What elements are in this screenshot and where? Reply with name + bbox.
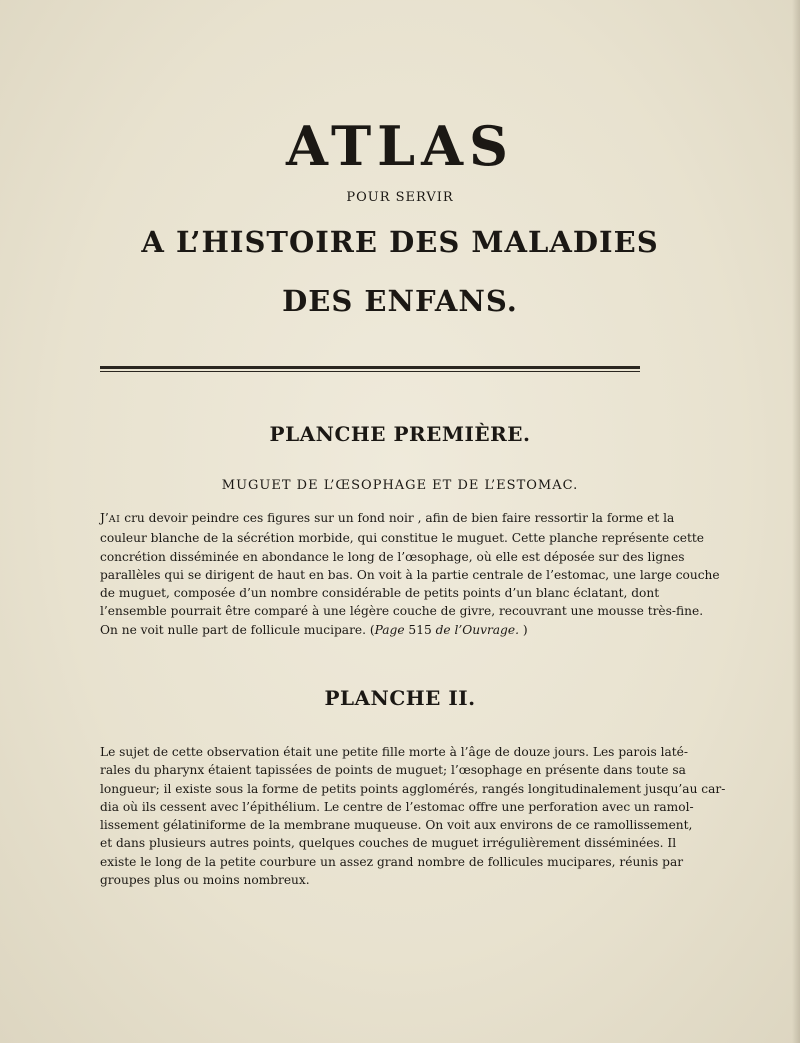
plate-2-heading: PLANCHE II. [324, 686, 476, 710]
page-reference-italic: Page [374, 622, 405, 637]
paragraph-line: parallèles qui se dirigent de haut en bas. On voit à la partie centrale de l’estomac, une large couche [100, 567, 720, 582]
closing-paren: ) [518, 622, 528, 637]
page-number: 515 [404, 622, 436, 637]
title-line-2: DES ENFANS. [282, 284, 518, 318]
line-text: cru devoir peindre ces figures sur un fond noir , afin de bien faire ressortir la forme et la [120, 511, 675, 525]
paragraph-line-reference [100, 621, 641, 639]
paragraph-line: Le sujet de cette observation était une petite fille morte à l’âge de douze jours. Les parois laté- [100, 745, 688, 759]
paragraph-line [100, 509, 675, 529]
title-atlas: ATLAS [286, 114, 514, 178]
plate-1-description [100, 509, 720, 639]
title-line-1: A L’HISTOIRE DES MALADIES [141, 225, 659, 259]
dropcap-smallcaps: AI [108, 514, 121, 525]
dropcap: J’ [100, 511, 109, 525]
divider-rule-thin [100, 371, 640, 372]
paragraph-line: l’ensemble pourrait être comparé à une légère couche de givre, recouvrant une mousse très-fine. [100, 604, 704, 619]
paragraph-line: groupes plus ou moins nombreux. [100, 873, 310, 888]
plate-1-subject: MUGUET DE L’ŒSOPHAGE ET DE L’ESTOMAC. [221, 478, 579, 493]
paragraph-line: de muguet, composée d’un nombre considérable de petits points d’un blanc éclatant, dont [100, 586, 660, 601]
paragraph-line: concrétion disséminée en abondance le long de l’œsophage, où elle est déposée sur des lignes [100, 549, 685, 564]
paragraph-line: lissement gélatiniforme de la membrane muqueuse. On voit aux environs de ce ramollissement, [100, 818, 693, 833]
paragraph-line: existe le long de la petite courbure un assez grand nombre de follicules mucipares, réunis par [100, 854, 684, 869]
plate-1-heading: PLANCHE PREMIÈRE. [269, 422, 531, 446]
paragraph-line: rales du pharynx étaient tapissées de points de muguet; l’œsophage en présente dans toute sa [100, 763, 686, 778]
line-text: On ne voit nulle part de follicule mucipare. ( [100, 622, 375, 637]
divider-rule-thick [100, 366, 640, 369]
paragraph-line: longueur; il existe sous la forme de petits points agglomérés, rangés longitudinalement jusqu’au car- [100, 781, 726, 796]
paragraph-line: couleur blanche de la sécrétion morbide, qui constitue le muguet. Cette planche représente cette [100, 531, 704, 546]
work-reference-italic: de l’Ouvrage. [435, 622, 519, 637]
plate-2-description [100, 743, 726, 889]
paragraph-line: dia où ils cessent avec l’épithélium. Le centre de l’estomac offre une perforation avec un ramol- [100, 799, 694, 814]
subtitle-pour-servir: POUR SERVIR [346, 190, 454, 205]
paragraph-line: et dans plusieurs autres points, quelques couches de muguet irrégulièrement disséminées. Il [100, 836, 677, 851]
